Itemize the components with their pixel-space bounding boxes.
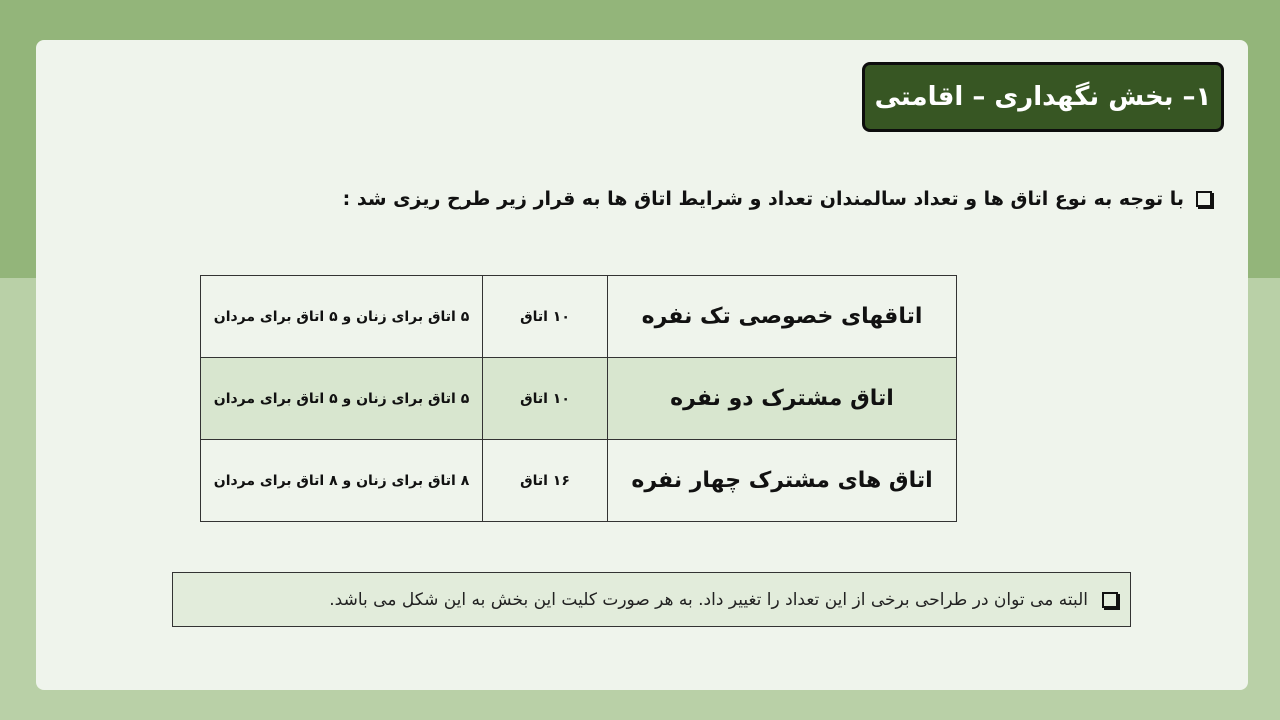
room-distribution-cell: ۵ اتاق برای زنان و ۵ اتاق برای مردان [201, 358, 483, 440]
section-title-box [862, 62, 1224, 132]
rooms-table [200, 275, 957, 522]
room-type-cell: اتاق های مشترک چهار نفره [608, 440, 957, 522]
room-count-cell: ۱۶ اتاق [483, 440, 608, 522]
note-text: البته می توان در طراحی برخی از این تعداد را تغییر داد. به هر صورت کلیت این بخش به این شکل می باشد. [329, 589, 1088, 610]
room-type-cell: اتاقهای خصوصی تک نفره [608, 276, 957, 358]
table-row [201, 358, 957, 440]
room-distribution-cell: ۸ اتاق برای زنان و ۸ اتاق برای مردان [201, 440, 483, 522]
room-distribution-cell: ۵ اتاق برای زنان و ۵ اتاق برای مردان [201, 276, 483, 358]
table-row [201, 276, 957, 358]
checkbox-bullet-icon [1102, 592, 1118, 608]
room-count-cell: ۱۰ اتاق [483, 358, 608, 440]
section-title: ۱– بخش نگهداری – اقامتی [874, 82, 1212, 112]
note-box [172, 572, 1131, 627]
checkbox-bullet-icon [1196, 191, 1212, 207]
table-row [201, 440, 957, 522]
intro-bullet [312, 184, 1212, 214]
intro-text: با توجه به نوع اتاق ها و تعداد سالمندان تعداد و شرایط اتاق ها به قرار زیر طرح ریزی شد : [342, 188, 1184, 210]
room-count-cell: ۱۰ اتاق [483, 276, 608, 358]
room-type-cell: اتاق مشترک دو نفره [608, 358, 957, 440]
